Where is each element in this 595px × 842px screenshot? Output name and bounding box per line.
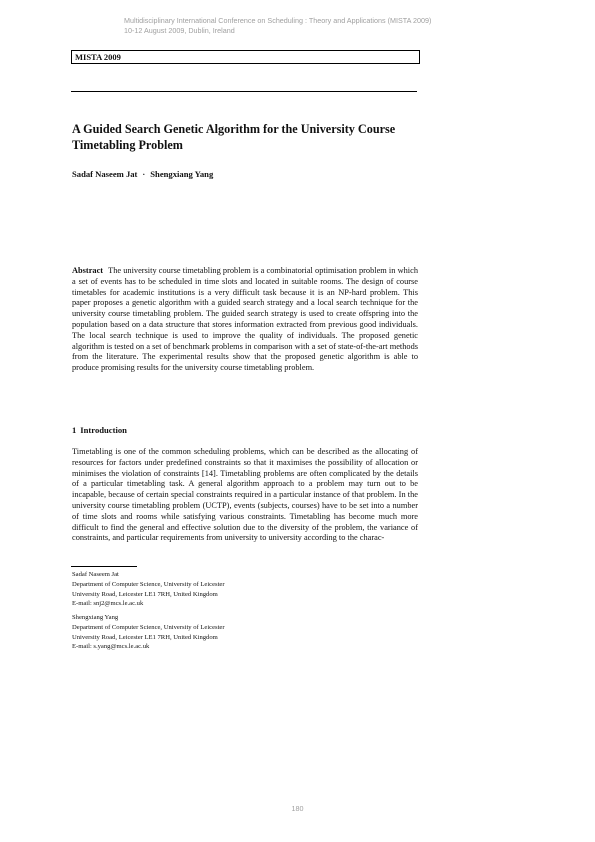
author-name-2: Shengxiang Yang xyxy=(150,169,214,179)
affiliation-department: Department of Computer Science, University of Leicester xyxy=(72,580,225,588)
conference-header-line2: 10-12 August 2009, Dublin, Ireland xyxy=(124,26,235,35)
page-number: 180 xyxy=(291,804,304,813)
footnote-rule xyxy=(71,566,137,567)
abstract xyxy=(72,266,418,374)
affiliation-block xyxy=(72,613,372,652)
affiliation-email: E-mail: s.yang@mcs.le.ac.uk xyxy=(72,643,150,651)
conference-header-line1: Multidisciplinary International Conference on Scheduling : Theory and Applications (MISTA 2009) xyxy=(124,16,432,25)
paper-title: A Guided Search Genetic Algorithm for the University Course Timetabling Problem xyxy=(72,122,396,152)
affiliation-address: University Road, Leicester LE1 7RH, United Kingdom xyxy=(72,633,218,641)
affiliation-email: E-mail: snj2@mcs.le.ac.uk xyxy=(72,600,144,608)
abstract-text: The university course timetabling problem is a combinatorial optimisation problem in which a set of events has to be scheduled in time slots and located in suitable rooms. The design of course timetables for academic institutions is a very difficult task because it is an NP-hard problem. This paper proposes a genetic algorithm with a guided search strategy and a local search technique for the university course timetabling problem. The guided search strategy is used to create offspring into the population based on a data structure that stores information extracted from previous good individuals. The local search technique is used to improve the quality of individuals. The proposed genetic algorithm is tested on a set of benchmark problems in comparison with a set of state-of-the-art methods from the literature. The experimental results show that the proposed genetic algorithm is able to produce promising results for the university course timetabling problem. xyxy=(72,266,418,373)
mista-label-box: MISTA 2009 xyxy=(71,50,420,64)
section-number: 1 xyxy=(72,425,77,435)
author-name-1: Sadaf Naseem Jat xyxy=(72,169,138,179)
author-line xyxy=(72,168,412,180)
affiliation-block xyxy=(72,570,372,609)
conference-header xyxy=(124,16,524,36)
abstract-heading: Abstract xyxy=(72,266,104,275)
introduction-paragraph: Timetabling is one of the common scheduling problems, which can be described as the allocating of resources for factors under predefined constraints so that it maximises the possibility of allocation or minimises the violation of constraints [14]. Timetabling problems are often complicated by the details of a particular timetabling task. A general algorithm approach to a problem may turn out to be incapable, because of certain special constraints required in a particular instance of that problem. In the university course timetabling problem (UCTP), events (subjects, courses) have to be set into a number of time slots and rooms while satisfying various constraints. Timetabling has become much more difficult to find the general and effective solution due to the diversity of the problem, the variance of constraints, and particular requirements from university to university according to the charac- xyxy=(72,447,418,543)
section-title: Introduction xyxy=(80,425,127,435)
affiliation-department: Department of Computer Science, University of Leicester xyxy=(72,623,225,631)
affiliation-name: Sadaf Naseem Jat xyxy=(72,571,119,578)
author-separator: · xyxy=(142,169,146,179)
affiliation-address: University Road, Leicester LE1 7RH, United Kingdom xyxy=(72,590,218,598)
section-heading-introduction xyxy=(72,424,127,436)
affiliation-name: Shengxiang Yang xyxy=(72,614,119,621)
header-rule xyxy=(71,91,417,92)
